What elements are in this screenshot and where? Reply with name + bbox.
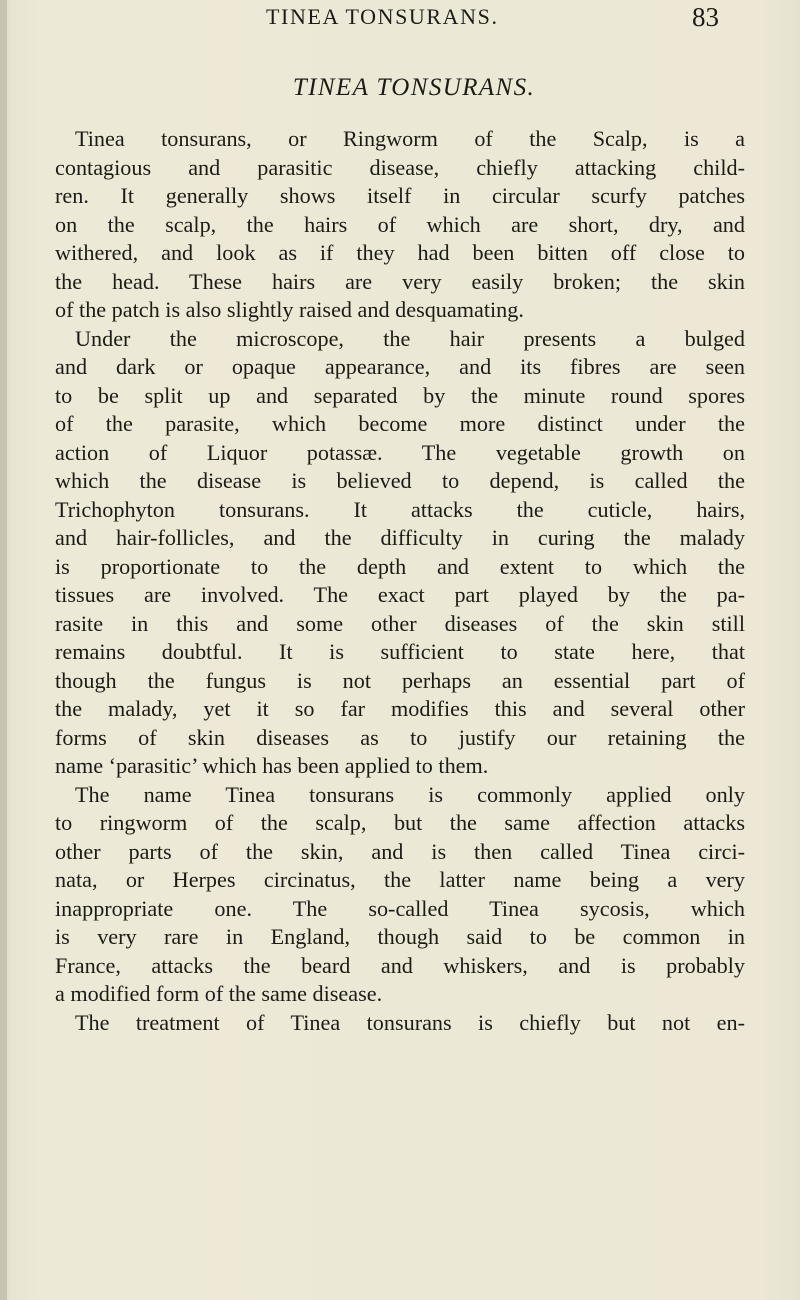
text-line: to be split up and separated by the minute round spores [55, 382, 745, 408]
text-line: the head. These hairs are very easily broken; the skin [55, 268, 745, 294]
text-line: remains doubtful. It is sufficient to state here, that [55, 639, 745, 664]
chapter-heading: TINEA TONSURANS. [292, 74, 536, 101]
text-line: tissues are involved. The exact part played by the pa- [55, 582, 745, 607]
text-line: the malady, yet it so far modifies this and several other [55, 696, 745, 721]
text-line: withered, and look as if they had been bitten off close to [55, 240, 745, 265]
text-line: name ‘parasitic’ which has been applied to them. [55, 753, 489, 778]
text-line: and dark or opaque appearance, and its fibres are seen [55, 354, 745, 379]
text-line: though the fungus is not perhaps an essential part of [55, 667, 745, 693]
text-line: is very rare in England, though said to be common in [55, 924, 745, 949]
text-line: The treatment of Tinea tonsurans is chiefly but not en- [75, 1009, 745, 1035]
text-line: Tinea tonsurans, or Ringworm of the Scalp, is a [75, 126, 745, 151]
text-line: and hair-follicles, and the difficulty in curing the malady [55, 525, 745, 550]
page-number: 83 [692, 2, 719, 32]
body-text [55, 125, 745, 1037]
text-line: nata, or Herpes circinatus, the latter name being a very [55, 867, 745, 892]
text-line: of the parasite, which become more distinct under the [55, 411, 745, 436]
running-head [0, 0, 800, 40]
text-line: on the scalp, the hairs of which are short, dry, and [55, 211, 745, 237]
text-line: of the patch is also slightly raised and desquamating. [55, 297, 524, 322]
text-line: inappropriate one. The so-called Tinea sycosis, which [55, 895, 745, 921]
text-line: forms of skin diseases as to justify our retaining the [55, 724, 745, 750]
text-line: ren. It generally shows itself in circular scurfy patches [55, 183, 745, 208]
text-line: contagious and parasitic disease, chiefly attacking child- [55, 154, 745, 180]
text-line: The name Tinea tonsurans is commonly applied only [75, 781, 745, 807]
text-line: a modified form of the same disease. [55, 981, 383, 1006]
text-line: other parts of the skin, and is then called Tinea circi- [55, 838, 745, 864]
running-head-title: TINEA TONSURANS. [266, 4, 499, 29]
text-line: to ringworm of the scalp, but the same affection attacks [55, 810, 745, 835]
text-line: action of Liquor potassæ. The vegetable growth on [55, 439, 745, 465]
text-line: Trichophyton tonsurans. It attacks the cuticle, hairs, [55, 496, 745, 522]
text-line: France, attacks the beard and whiskers, and is probably [55, 952, 745, 978]
text-line: which the disease is believed to depend, is called the [55, 468, 745, 493]
text-line: Under the microscope, the hair presents a bulged [75, 325, 745, 351]
text-line: is proportionate to the depth and extent to which the [55, 553, 745, 579]
page-binding-edge [0, 0, 7, 1300]
text-line: rasite in this and some other diseases of the skin still [55, 610, 745, 636]
